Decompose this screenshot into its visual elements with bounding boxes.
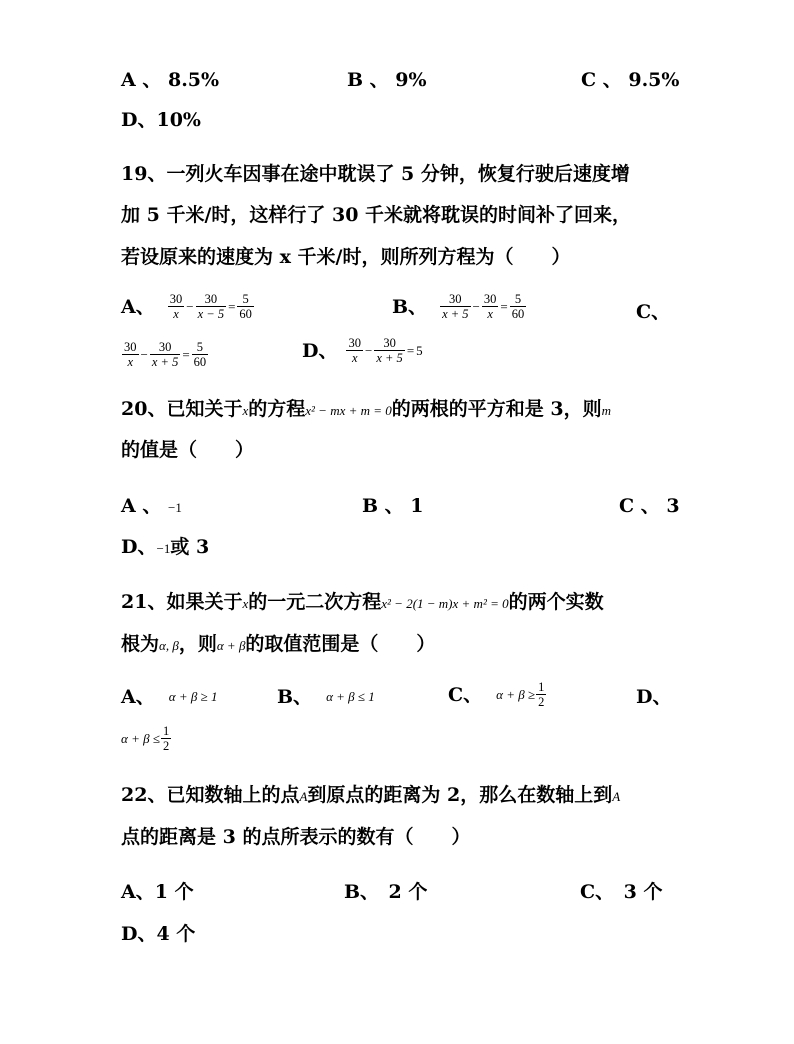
fraction: $\frac{30}{x - 5}$ <box>197 292 225 321</box>
q20-option-b: B 、 1 <box>362 495 424 517</box>
fraction: $\frac{30}{x}$ <box>169 292 183 321</box>
q22-text-line1: 22、已知数轴上的点A到原点的距离为 2，那么在数轴上到A <box>121 784 621 806</box>
q22-option-d: D、4 个 <box>121 923 196 945</box>
point-a: A <box>612 789 621 804</box>
fraction: $\frac{30}{x + 5}$ <box>442 292 469 321</box>
q22-text-line2: 点的距离是 3 的点所表示的数有（ ） <box>121 826 471 848</box>
fraction: $\frac{30}{x}$ <box>124 340 137 369</box>
fraction-one-half: $\frac{1}{2}$ <box>538 680 545 709</box>
q19-option-c-label: C、 <box>636 301 671 323</box>
fraction: $\frac{5}{60}$ <box>511 292 525 321</box>
q19-option-d-label: D、 <box>302 339 338 362</box>
q20-option-a: A 、 −1 <box>121 495 182 517</box>
variable-x: x <box>242 596 249 611</box>
q18-option-b: B 、 9% <box>347 69 427 91</box>
q19-option-a-label: A、 <box>121 295 155 318</box>
q19-text-line2: 加 5 千米/时，这样行了 30 千米就将耽误的时间补了回来， <box>121 204 632 226</box>
fraction: $\frac{30}{x + 5}$ <box>151 340 179 369</box>
q18-option-a: A 、 8.5% <box>121 69 220 91</box>
q21-text-line2: 根为α, β，则α + β的取值范围是（ ） <box>121 633 436 655</box>
point-a: A <box>299 789 308 804</box>
q22-option-c: C、 3 个 <box>580 881 663 903</box>
fraction: $\frac{5}{60}$ <box>193 340 207 369</box>
q20-text-line1: 20、已知关于x的方程x² − mx + m = 0的两根的平方和是 3，则m <box>121 398 612 420</box>
q19-text-line3: 若设原来的速度为 x 千米/时，则所列方程为（ ） <box>121 246 571 268</box>
fraction: $\frac{5}{60}$ <box>239 292 252 321</box>
q19-text-line1: 19、一列火车因事在途中耽误了 5 分钟，恢复行驶后速度增 <box>121 163 630 185</box>
q21-option-b: B、 α + β ≤ 1 <box>277 686 375 708</box>
equation: x² − 2(1 − m)x + m² = 0 <box>381 596 509 611</box>
q21-text-line1: 21、如果关于x的一元二次方程x² − 2(1 − m)x + m² = 0的两个实数 <box>121 591 604 613</box>
q20-option-c: C 、 3 <box>619 495 680 517</box>
q21-option-a: A、 α + β ≥ 1 <box>121 686 218 708</box>
variable-x: x <box>242 403 249 418</box>
q19-option-c: $\frac{30}{x}$ − $\frac{30}{x + 5}$ = $\frac{5}{60}$ <box>124 340 207 369</box>
q22-option-a: A、1 个 <box>121 881 194 903</box>
q22-option-b: B、 2 个 <box>344 881 428 903</box>
fraction: $\frac{30}{x}$ <box>348 336 361 365</box>
fraction: $\frac{30}{x}$ <box>483 292 497 321</box>
q18-option-d: D、10% <box>121 109 201 131</box>
variable-m: m <box>601 403 612 418</box>
q20-text-line2: 的值是（ ） <box>121 439 255 461</box>
roots: α, β <box>159 638 179 653</box>
fraction-one-half: $\frac{1}{2}$ <box>162 724 170 753</box>
q19-option-b-label: B、 <box>392 295 428 318</box>
q19-option-b: B、 $\frac{30}{x + 5}$ − $\frac{30}{x}$ = $\frac{5}{60}$ <box>392 292 525 321</box>
q19-option-a: A、 $\frac{30}{x}$ − $\frac{30}{x - 5}$ = $\frac{5}{60}$ <box>121 292 252 321</box>
q18-option-c: C 、 9.5% <box>581 69 680 91</box>
q19-option-d: D、 $\frac{30}{x}$ − $\frac{30}{x + 5}$ = 5 <box>302 336 423 365</box>
q20-option-d: D、−1或 3 <box>121 536 210 558</box>
root-sum: α + β <box>216 638 246 653</box>
q21-option-d: α + β ≤ $\frac{1}{2}$ <box>121 724 170 753</box>
q21-option-d-label: D、 <box>636 686 672 708</box>
equation: x² − mx + m = 0 <box>305 403 392 418</box>
fraction: $\frac{30}{x + 5}$ <box>376 336 403 365</box>
q21-option-c: C、 α + β ≥ $\frac{1}{2}$ <box>448 680 545 709</box>
